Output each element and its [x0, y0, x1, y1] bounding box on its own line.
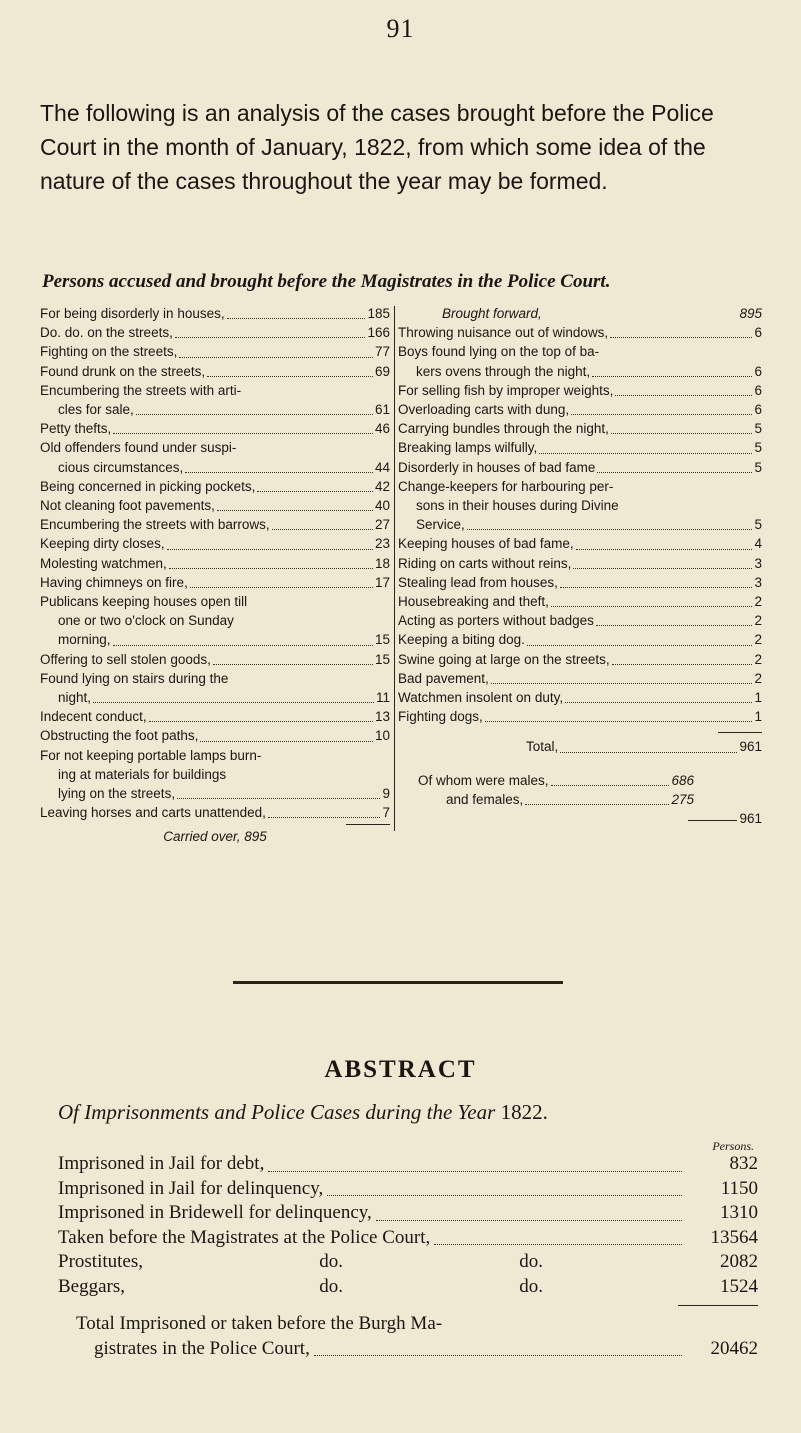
right-case-row: [398, 630, 762, 649]
left-case-row-label: Being concerned in picking pockets,: [40, 478, 256, 494]
gender-total-line: [398, 809, 762, 828]
gender-total-rule: [688, 820, 737, 821]
left-case-row: [40, 381, 390, 419]
right-case-row: [398, 342, 762, 380]
brought-forward-value: 895: [739, 306, 762, 321]
left-case-row-label: morning,: [58, 632, 111, 648]
left-case-row-label: Petty thefts,: [40, 421, 112, 437]
right-case-row-line: [398, 419, 762, 438]
right-case-row-line: [398, 400, 762, 419]
left-case-row-label: ing at materials for buildings: [58, 766, 227, 782]
left-case-row: [40, 304, 390, 323]
right-case-row-label: Boys found lying on the top of ba-: [398, 344, 600, 360]
left-case-row-value: 23: [374, 536, 390, 552]
left-case-row: [40, 554, 390, 573]
abstract-table: [58, 1140, 758, 1361]
dot-leader: [169, 568, 373, 569]
left-case-row-line: [40, 323, 390, 342]
dot-leader: [207, 376, 373, 377]
left-case-row-label: For not keeping portable lamps burn-: [40, 747, 262, 763]
dot-leader: [272, 529, 373, 530]
left-case-row-line: [40, 477, 390, 496]
dot-leader: [149, 721, 373, 722]
right-case-row-line: [398, 669, 762, 688]
left-case-row-label: Old offenders found under suspi-: [40, 440, 237, 456]
dot-leader: [551, 785, 670, 786]
left-case-row-value: 77: [374, 344, 390, 360]
right-case-row-value: 3: [754, 574, 762, 590]
dot-leader: [571, 414, 752, 415]
right-case-row-label: Watchmen insolent on duty,: [398, 690, 564, 706]
right-case-row-line: [398, 573, 762, 592]
abstract-row-label: Imprisoned in Bridewell for delinquency,: [58, 1202, 372, 1223]
dot-leader: [167, 549, 373, 550]
abstract-row-label: Taken before the Magistrates at the Police Court,: [58, 1226, 431, 1248]
abstract-ditto-do: do.: [319, 1275, 343, 1297]
dot-leader: [611, 433, 753, 434]
left-case-row-value: 15: [374, 632, 390, 648]
left-case-row-label: Publicans keeping houses open till: [40, 594, 248, 610]
right-case-row: [398, 611, 762, 630]
left-case-row: [40, 650, 390, 669]
dot-leader: [93, 702, 374, 703]
left-case-row: [40, 573, 390, 592]
right-case-row-value: 6: [754, 363, 762, 379]
right-case-row-line: [398, 342, 762, 361]
left-case-row-line: [40, 726, 390, 745]
left-case-row-label: For being disorderly in houses,: [40, 306, 225, 321]
right-case-row-label: Fighting dogs,: [398, 709, 483, 725]
left-case-row: [40, 419, 390, 438]
dot-leader: [527, 645, 753, 646]
left-case-row-line: [40, 400, 390, 419]
left-case-row: [40, 803, 390, 822]
left-case-row-label: night,: [58, 690, 92, 706]
right-case-row-line: [398, 688, 762, 707]
dot-leader: [576, 549, 753, 550]
females-value: 275: [671, 791, 694, 807]
left-case-row-label: lying on the streets,: [58, 786, 176, 802]
dot-leader: [560, 752, 737, 753]
dot-leader: [525, 804, 669, 805]
left-case-row-line: [40, 362, 390, 381]
dot-leader: [314, 1355, 682, 1356]
abstract-row: [58, 1226, 758, 1251]
abstract-ditto-do: do.: [319, 1251, 343, 1272]
dot-leader: [434, 1244, 682, 1245]
right-case-row-label: Change-keepers for harbouring per-: [398, 478, 614, 494]
left-case-row-value: 166: [367, 325, 390, 341]
left-case-row-value: 27: [374, 517, 390, 533]
left-case-row-label: Found drunk on the streets,: [40, 363, 206, 379]
right-case-row-line: [398, 438, 762, 457]
abstract-ditto-label: [58, 1275, 543, 1300]
right-case-row-label: kers ovens through the night,: [416, 363, 591, 379]
left-case-row-value: 13: [374, 709, 390, 725]
abstract-total-line-2: [58, 1337, 758, 1362]
abstract-row: [58, 1201, 758, 1226]
right-case-row-label: Riding on carts without reins,: [398, 555, 572, 571]
right-case-row-value: 1: [754, 709, 762, 725]
left-case-row-label: Molesting watchmen,: [40, 555, 167, 571]
left-case-row-label: Leaving horses and carts unattended,: [40, 805, 266, 821]
abstract-total-rule: [678, 1305, 758, 1306]
left-case-row-line: [40, 534, 390, 553]
brought-forward-line: [398, 304, 762, 323]
abstract-ditto-label: [58, 1250, 543, 1275]
abstract-subtitle-text: Of Imprisonments and Police Cases during the Year: [58, 1100, 496, 1124]
right-sum-rule: [718, 732, 762, 733]
right-case-row: [398, 477, 762, 535]
right-case-row: [398, 573, 762, 592]
right-case-row: [398, 323, 762, 342]
intro-paragraph: The following is an analysis of the cases brought before the Police Court in the month of January, 1822, from which some idea of the nature of the cases throughout the year may be formed.: [40, 100, 714, 194]
left-case-row: [40, 362, 390, 381]
dot-leader: [560, 587, 753, 588]
dot-leader: [485, 721, 753, 722]
left-case-row-value: 11: [375, 690, 390, 706]
dot-leader: [597, 472, 752, 473]
total-line: [398, 737, 762, 756]
left-case-row-label: Fighting on the streets,: [40, 344, 178, 360]
abstract-ditto-do: do.: [519, 1251, 543, 1272]
abstract-ditto-row: [58, 1275, 758, 1300]
dot-leader: [213, 664, 373, 665]
left-case-row-value: 46: [374, 421, 390, 437]
left-case-row-line: [40, 342, 390, 361]
right-case-row-line: [398, 707, 762, 726]
left-case-row-label: Offering to sell stolen goods,: [40, 651, 211, 667]
dot-leader: [615, 395, 752, 396]
carried-over-label: Carried over,: [163, 829, 245, 845]
right-case-row-line: [398, 650, 762, 669]
dot-leader: [175, 337, 366, 338]
dot-leader: [257, 491, 373, 492]
dot-leader: [136, 414, 373, 415]
left-case-row-label: Encumbering the streets with barrows,: [40, 517, 270, 533]
left-case-row-value: 9: [382, 786, 390, 802]
left-case-row-value: 40: [374, 498, 390, 514]
abstract-subtitle: [58, 1100, 758, 1125]
right-case-row-line: [398, 381, 762, 400]
abstract-row-label: Imprisoned in Jail for debt,: [58, 1153, 265, 1174]
abstract-ditto-row: [58, 1250, 758, 1275]
right-case-row: [398, 554, 762, 573]
left-case-row-line: [40, 592, 390, 611]
right-case-row-value: 6: [754, 402, 762, 418]
right-case-row-label: Service,: [416, 517, 465, 533]
left-case-row-label: cles for sale,: [58, 402, 134, 418]
left-case-row-line: [40, 458, 390, 477]
dot-leader: [200, 741, 373, 742]
abstract-row-value: 1524: [720, 1275, 758, 1297]
right-case-row-label: Bad pavement,: [398, 670, 489, 686]
dot-leader: [551, 606, 753, 607]
right-case-row-value: 2: [754, 632, 762, 648]
left-case-row-line: [40, 496, 390, 515]
dot-leader: [113, 433, 373, 434]
right-case-row-value: 1: [754, 690, 762, 706]
dot-leader: [376, 1220, 682, 1221]
carried-over-value: 895: [244, 829, 267, 845]
page-number: 91: [386, 14, 415, 43]
right-case-row: [398, 650, 762, 669]
dot-leader: [596, 625, 753, 626]
left-sum-rule: [346, 824, 390, 825]
right-case-row-label: Keeping a biting dog.: [398, 632, 525, 648]
left-case-row: [40, 438, 390, 476]
left-case-row-label: Obstructing the foot paths,: [40, 728, 199, 744]
dot-leader: [179, 357, 373, 358]
dot-leader: [185, 472, 373, 473]
dot-leader: [268, 1171, 682, 1172]
left-case-row-label: Found lying on stairs during the: [40, 670, 229, 686]
left-case-row-value: 42: [374, 478, 390, 494]
dot-leader: [612, 664, 753, 665]
right-case-row-label: Housebreaking and theft,: [398, 594, 549, 610]
dot-leader: [190, 587, 373, 588]
males-line: [398, 771, 694, 790]
right-case-row: [398, 400, 762, 419]
left-case-row-line: [40, 554, 390, 573]
right-case-row-label: For selling fish by improper weights,: [398, 382, 614, 398]
females-line: [398, 790, 694, 809]
left-case-row: [40, 323, 390, 342]
left-case-row: [40, 534, 390, 553]
left-case-row-label: Do. do. on the streets,: [40, 325, 173, 341]
right-case-row: [398, 707, 762, 726]
right-case-row: [398, 592, 762, 611]
right-case-row: [398, 669, 762, 688]
right-case-row-line: [398, 362, 762, 381]
left-case-row-line: [40, 746, 390, 765]
right-case-row-value: 2: [754, 670, 762, 686]
left-case-row-line: [40, 419, 390, 438]
right-case-row-value: 2: [754, 594, 762, 610]
left-case-row-label: one or two o'clock on Sunday: [58, 613, 234, 629]
dot-leader: [467, 529, 753, 530]
abstract-ditto-name: Beggars,: [58, 1275, 126, 1297]
left-case-row: [40, 496, 390, 515]
abstract-ditto-name: Prostitutes,: [58, 1251, 143, 1272]
left-case-row-label: Keeping dirty closes,: [40, 536, 165, 552]
left-case-row-value: 44: [374, 459, 390, 475]
left-case-row: [40, 515, 390, 534]
dot-leader: [565, 702, 752, 703]
dot-leader: [177, 798, 380, 799]
left-case-row: [40, 669, 390, 707]
dot-leader: [113, 645, 373, 646]
left-case-row-label: Having chimneys on fire,: [40, 574, 188, 590]
dot-leader: [217, 510, 373, 511]
right-case-row-line: [398, 515, 762, 534]
right-case-row: [398, 534, 762, 553]
total-label: Total,: [526, 739, 559, 755]
abstract-total-label: gistrates in the Police Court,: [94, 1337, 310, 1359]
left-case-row: [40, 342, 390, 361]
left-case-row-line: [40, 650, 390, 669]
right-case-row-label: Breaking lamps wilfully,: [398, 440, 538, 456]
spacer: [398, 757, 762, 771]
dot-leader: [573, 568, 752, 569]
right-case-row-label: Keeping houses of bad fame,: [398, 536, 574, 552]
left-case-row-label: Indecent conduct,: [40, 709, 147, 725]
right-case-row-line: [398, 611, 762, 630]
right-case-row: [398, 438, 762, 457]
right-case-row-value: 6: [754, 325, 762, 341]
section-title: Persons accused and brought before the Magistrates in the Police Court.: [42, 271, 611, 292]
dot-leader: [491, 683, 753, 684]
brought-forward-label: Brought forward,: [442, 306, 542, 321]
left-case-row-value: 61: [374, 402, 390, 418]
dot-leader: [539, 453, 752, 454]
left-case-row-value: 7: [382, 805, 390, 821]
females-label: and females,: [446, 791, 524, 807]
males-value: 686: [671, 772, 694, 788]
right-case-row-value: 5: [754, 440, 762, 456]
right-case-row-value: 5: [754, 421, 762, 437]
abstract-title: ABSTRACT: [324, 1056, 477, 1083]
left-column: [40, 304, 390, 847]
left-case-row-line: [40, 784, 390, 803]
abstract-year: 1822.: [500, 1100, 548, 1124]
right-case-row-line: [398, 323, 762, 342]
dot-leader: [327, 1195, 682, 1196]
left-case-row-value: 69: [374, 363, 390, 379]
right-case-row-line: [398, 477, 762, 496]
right-case-row-line: [398, 592, 762, 611]
right-case-row-value: 5: [754, 517, 762, 533]
right-case-row: [398, 419, 762, 438]
right-case-row-value: 2: [754, 613, 762, 629]
abstract-row-value: 13564: [710, 1226, 758, 1248]
right-case-row: [398, 381, 762, 400]
gender-total-value: 961: [739, 811, 762, 827]
left-case-row-value: 18: [374, 555, 390, 571]
left-case-row: [40, 592, 390, 650]
right-case-row-label: Overloading carts with dung,: [398, 402, 570, 418]
right-case-row-line: [398, 496, 762, 515]
left-case-row: [40, 477, 390, 496]
left-case-row: [40, 707, 390, 726]
right-case-row: [398, 458, 762, 477]
left-case-row-line: [40, 630, 390, 649]
abstract-row: [58, 1177, 758, 1202]
left-case-row-value: 15: [374, 651, 390, 667]
left-case-row-line: [40, 669, 390, 688]
right-case-row-value: 4: [754, 536, 762, 552]
right-case-row-label: Acting as porters without badges: [398, 613, 594, 629]
left-case-row-line: [40, 573, 390, 592]
males-label: Of whom were males,: [418, 772, 549, 788]
right-case-row-label: Carrying bundles through the night,: [398, 421, 609, 437]
dot-leader: [610, 337, 752, 338]
left-case-row-value: 185: [367, 306, 390, 321]
abstract-row-value: 2082: [720, 1251, 758, 1272]
persons-column-header: Persons.: [712, 1139, 754, 1153]
left-case-row-line: [40, 438, 390, 457]
left-case-row-line: [40, 381, 390, 400]
left-case-row: [40, 726, 390, 745]
dot-leader: [592, 376, 752, 377]
right-case-row-line: [398, 534, 762, 553]
abstract-total-line-1: Total Imprisoned or taken before the Burgh Ma-: [76, 1313, 443, 1334]
section-separator-rule: [233, 981, 563, 984]
right-case-row-value: 6: [754, 382, 762, 398]
left-case-row-line: [40, 515, 390, 534]
right-case-row-line: [398, 630, 762, 649]
left-case-row-label: Encumbering the streets with arti-: [40, 382, 242, 398]
left-case-row-line: [40, 304, 390, 323]
left-case-row-value: 17: [374, 574, 390, 590]
abstract-total-value: 20462: [710, 1337, 758, 1359]
carried-over-line: [40, 827, 390, 846]
left-case-row-line: [40, 688, 390, 707]
right-case-row-label: sons in their houses during Divine: [416, 498, 619, 514]
left-case-row-label: cious circumstances,: [58, 459, 184, 475]
dot-leader: [227, 318, 366, 319]
left-case-row-value: 10: [374, 728, 390, 744]
left-case-row-line: [40, 803, 390, 822]
left-case-row-label: Not cleaning foot pavements,: [40, 498, 215, 514]
total-value: 961: [739, 739, 762, 755]
right-case-row-value: 5: [754, 459, 762, 475]
right-case-row-label: Disorderly in houses of bad fame: [398, 459, 596, 475]
right-case-row-label: Swine going at large on the streets,: [398, 651, 610, 667]
right-case-row-label: Stealing lead from houses,: [398, 574, 558, 590]
dot-leader: [268, 817, 381, 818]
abstract-row-value: 832: [729, 1153, 758, 1174]
right-case-row-line: [398, 458, 762, 477]
right-case-row-value: 2: [754, 651, 762, 667]
column-divider: [394, 306, 395, 831]
right-case-row-line: [398, 554, 762, 573]
left-case-row-line: [40, 707, 390, 726]
right-case-row-label: Throwing nuisance out of windows,: [398, 325, 609, 341]
left-case-row: [40, 746, 390, 804]
left-case-row-line: [40, 765, 390, 784]
left-case-row-line: [40, 611, 390, 630]
right-case-row: [398, 688, 762, 707]
right-column: [398, 304, 762, 828]
abstract-row: [58, 1152, 758, 1177]
abstract-row-value: 1150: [720, 1177, 758, 1199]
abstract-ditto-do: do.: [519, 1275, 543, 1297]
abstract-row-label: Imprisoned in Jail for delinquency,: [58, 1177, 324, 1199]
abstract-row-value: 1310: [720, 1202, 758, 1223]
right-case-row-value: 3: [754, 555, 762, 571]
